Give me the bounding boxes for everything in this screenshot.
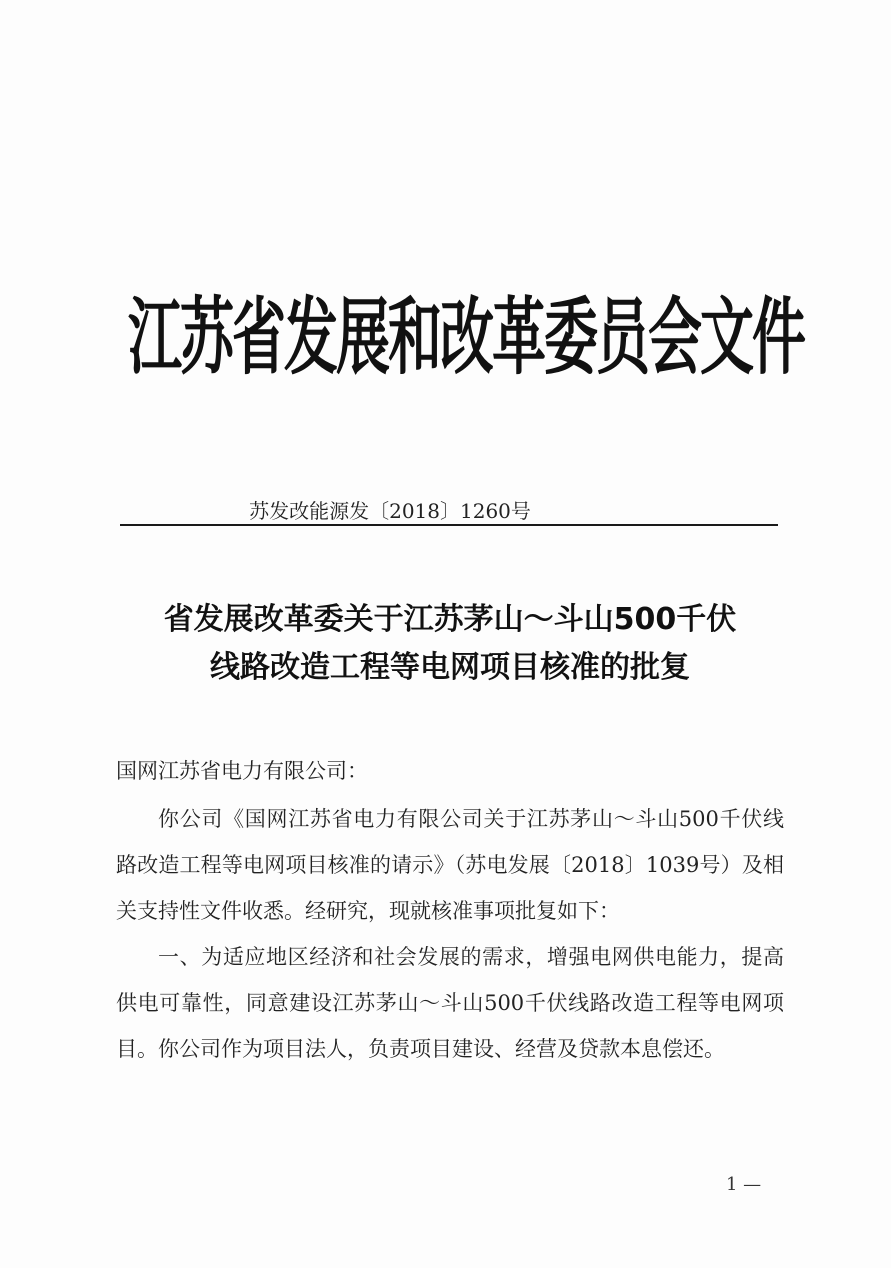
title-line-2: 线路改造工程等电网项目核准的批复 (210, 650, 690, 685)
body-paragraph-1: 你公司《国网江苏省电力有限公司关于江苏茅山～斗山500千伏线路改造工程等电网项目核准的请示》（苏电发展〔2018〕1039号）及相关支持性文件收悉。经研究，现就核准事项批复如下： (116, 807, 784, 923)
document-title (110, 596, 790, 692)
title-line-1: 省发展改革委关于江苏茅山～斗山500千伏 (163, 602, 737, 637)
addressee: 国网江苏省电力有限公司： (116, 759, 368, 783)
document-masthead: 江苏省发展和改革委员会文件 (128, 288, 804, 387)
masthead-divider (120, 524, 778, 526)
page-number: 1 — (726, 1174, 762, 1195)
document-body (116, 748, 784, 1072)
document-number: 苏发改能源发〔2018〕1260号 (249, 499, 531, 523)
body-paragraph-2: 一、为适应地区经济和社会发展的需求，增强电网供电能力，提高供电可靠性，同意建设江苏茅山～斗山500千伏线路改造工程等电网项目。你公司作为项目法人，负责项目建设、经营及贷款本息偿还。 (116, 945, 784, 1061)
